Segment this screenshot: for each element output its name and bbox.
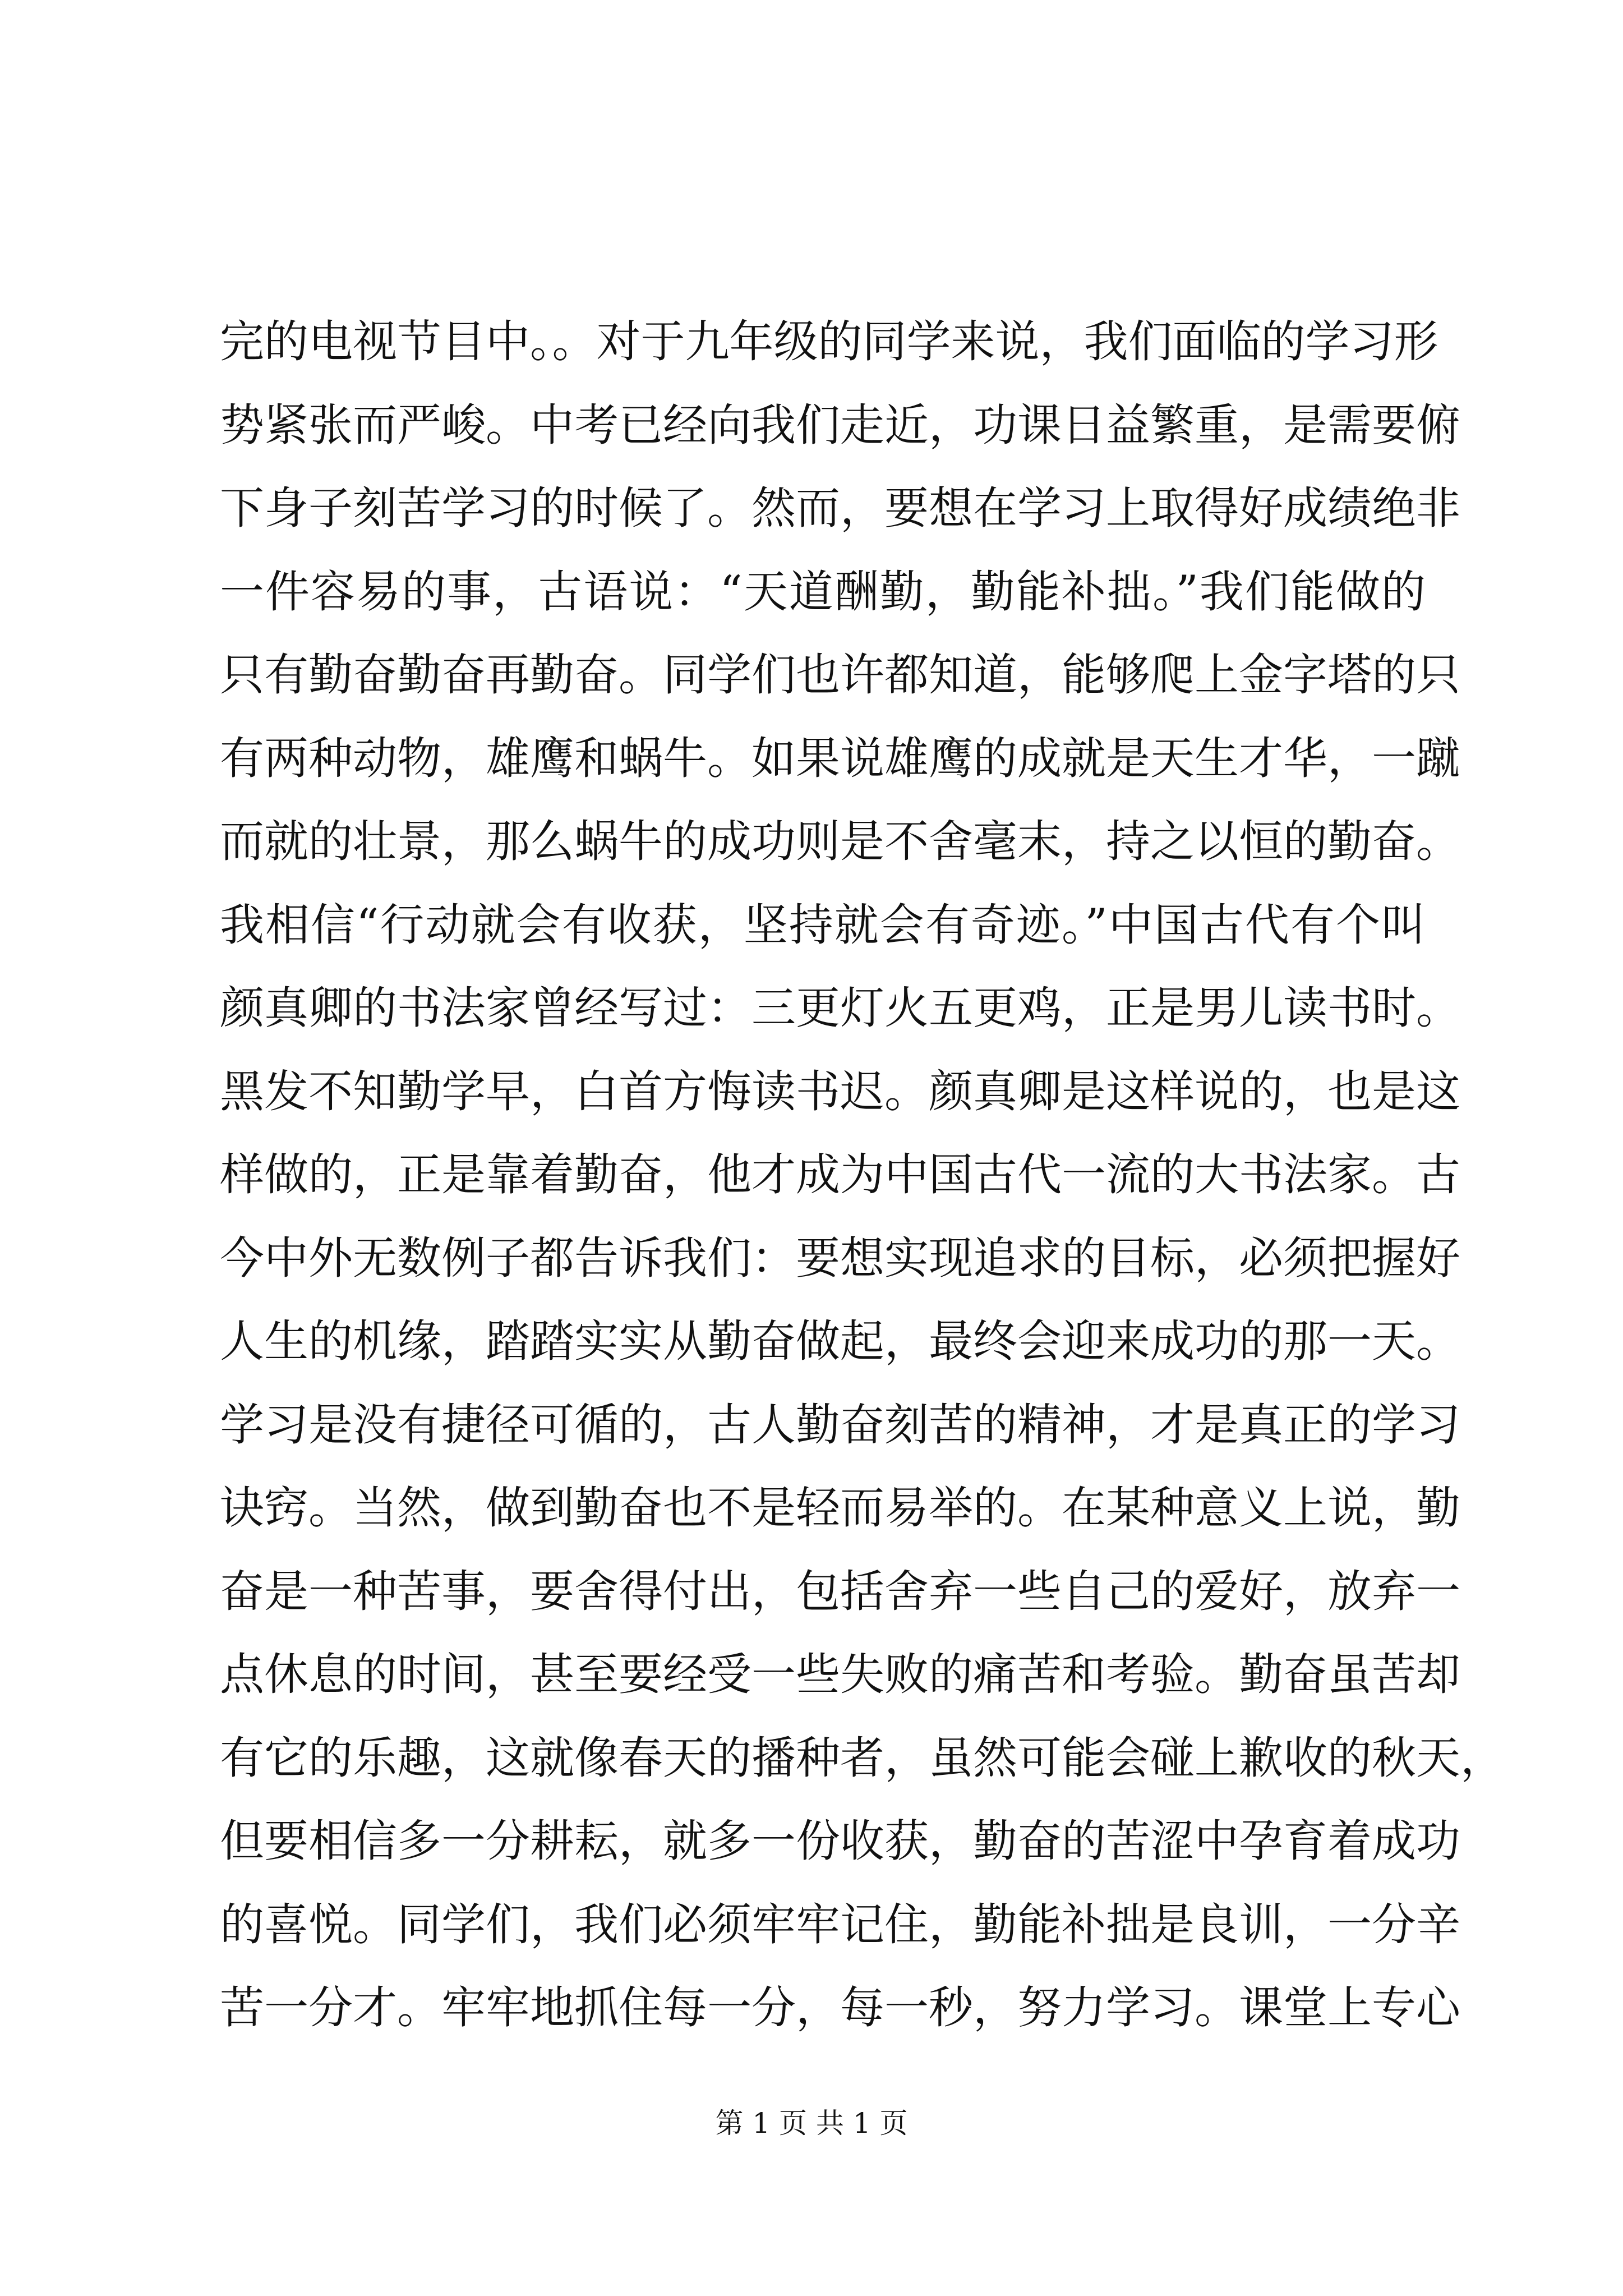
text-line: 下身子刻苦学习的时候了。然而，要想在学习上取得好成绩绝非 — [220, 482, 1460, 534]
text-line: 苦一分才。牢牢地抓住每一分，每一秒，努力学习。课堂上专心 — [220, 1982, 1460, 2033]
text-line: 但要相信多一分耕耘，就多一份收获，勤奋的苦涩中孕育着成功 — [220, 1815, 1460, 1867]
page-footer: 第 1 页 共 1 页 — [715, 2107, 908, 2139]
text-line: 点休息的时间，甚至要经受一些失败的痛苦和考验。勤奋虽苦却 — [220, 1649, 1460, 1700]
text-line: 的喜悦。同学们，我们必须牢牢记住，勤能补拙是良训，一分辛 — [220, 1898, 1460, 1950]
text-line: 黑发不知勤学早，白首方悔读书迟。颜真卿是这样说的，也是这 — [220, 1065, 1460, 1117]
text-line: 诀窍。当然，做到勤奋也不是轻而易举的。在某种意义上说，勤 — [220, 1482, 1460, 1534]
text-line: 颜真卿的书法家曾经写过：三更灯火五更鸡，正是男儿读书时。 — [220, 982, 1460, 1034]
text-line: 奋是一种苦事，要舍得付出，包括舍弃一些自己的爱好，放弃一 — [220, 1565, 1460, 1617]
text-line: 势紧张而严峻。中考已经向我们走近，功课日益繁重，是需要俯 — [220, 399, 1460, 451]
text-line: 有两种动物，雄鹰和蜗牛。如果说雄鹰的成就是天生才华，一蹴 — [220, 732, 1460, 784]
text-line: 今中外无数例子都告诉我们：要想实现追求的目标，必须把握好 — [220, 1232, 1460, 1284]
text-line: 我相信“行动就会有收获，坚持就会有奇迹。”中国古代有个叫 — [220, 899, 1426, 951]
body-paragraph — [220, 300, 1505, 2050]
text-line: 学习是没有捷径可循的，古人勤奋刻苦的精神，才是真正的学习 — [220, 1398, 1460, 1451]
text-line: 一件容易的事，古语说：“天道酬勤，勤能补拙。”我们能做的 — [220, 565, 1426, 618]
text-line: 样做的，正是靠着勤奋，他才成为中国古代一流的大书法家。古 — [220, 1149, 1460, 1200]
text-line: 人生的机缘，踏踏实实从勤奋做起，最终会迎来成功的那一天。 — [220, 1315, 1460, 1367]
text-line: 只有勤奋勤奋再勤奋。同学们也许都知道，能够爬上金字塔的只 — [220, 649, 1460, 701]
text-line: 有它的乐趣，这就像春天的播种者，虽然可能会碰上歉收的秋天， — [220, 1732, 1505, 1784]
text-line: 而就的壮景，那么蜗牛的成功则是不舍毫末，持之以恒的勤奋。 — [220, 816, 1460, 867]
text-line: 完的电视节目中。。对于九年级的同学来说，我们面临的学习形 — [220, 316, 1438, 367]
